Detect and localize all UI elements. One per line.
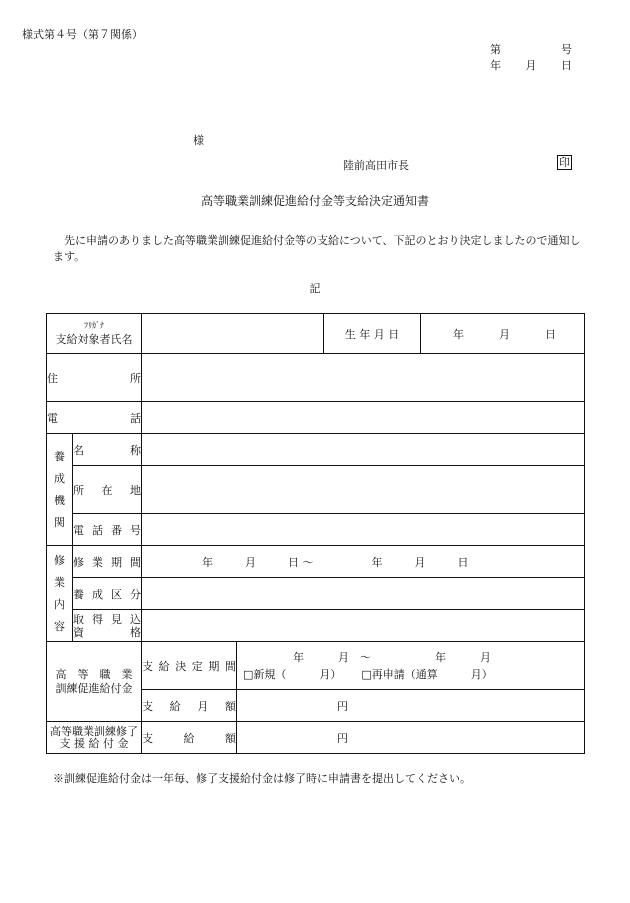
footer-note: ※訓練促進給付金は一年毎、修了支援給付金は修了時に申請書を提出してください。 xyxy=(53,772,471,785)
date-day: 日 xyxy=(561,59,572,72)
monthly-amount-label: 支 給 月 額 xyxy=(142,690,237,722)
table-row xyxy=(47,722,585,754)
monthly-amount-value: 円 xyxy=(237,690,585,722)
decision-period-value: 年 月 〜 年 月 □新規（ 月） □再申請（通算 月） xyxy=(237,642,585,690)
qualification-label: 取得見込 資 格 xyxy=(73,610,142,642)
inst-name-label: 名 称 xyxy=(73,434,142,466)
furigana-label: ﾌﾘｶﾞﾅ xyxy=(84,320,104,330)
body-text: 先に申請のありました高等職業訓練促進給付金等の支給について、下記のとおり決定しましたので通知します。 xyxy=(53,234,581,263)
table-row xyxy=(47,642,585,690)
table-row xyxy=(47,354,585,402)
training-type-value xyxy=(142,578,585,610)
inst-phone-value xyxy=(142,514,585,546)
table-row xyxy=(47,434,585,466)
issue-date xyxy=(490,57,572,73)
phone-label: 電 話 xyxy=(47,402,142,434)
table-row xyxy=(47,578,585,610)
issuer: 陸前高田市長 xyxy=(343,159,409,172)
table-row xyxy=(47,610,585,642)
completion-label: 高等職業訓練修了 支 援 給 付 金 xyxy=(47,722,142,754)
table-row xyxy=(47,466,585,514)
table-row xyxy=(47,402,585,434)
form-id: 様式第４号（第７関係） xyxy=(22,28,143,41)
reapply-checkbox[interactable]: □再申請（通算 月） xyxy=(361,667,493,681)
recipient-suffix: 様 xyxy=(193,134,204,147)
training-type-label: 養成区分 xyxy=(73,578,142,610)
ki-heading: 記 xyxy=(309,282,321,295)
birth-month: 月 xyxy=(499,327,510,341)
name-label-cell xyxy=(47,314,142,354)
inst-phone-label: 電話番号 xyxy=(73,514,142,546)
document-title: 高等職業訓練促進給付金等支給決定通知書 xyxy=(200,194,429,208)
address-value xyxy=(142,354,585,402)
inst-location-label: 所 在 地 xyxy=(73,466,142,514)
date-year: 年 xyxy=(490,59,501,72)
name-label: 支給対象者氏名 xyxy=(55,332,133,346)
benefit-label: 高 等 職 業 訓練促進給付金 xyxy=(47,642,142,722)
amount-label: 支 給 額 xyxy=(142,722,237,754)
table-row xyxy=(47,314,585,354)
decision-table xyxy=(46,313,585,754)
study-group-label: 修 業 内 容 xyxy=(47,546,73,642)
amount-value: 円 xyxy=(237,722,585,754)
qualification-value xyxy=(142,610,585,642)
birth-label: 生 年 月 日 xyxy=(324,314,421,354)
phone-value xyxy=(142,402,585,434)
table-row xyxy=(47,514,585,546)
inst-location-value xyxy=(142,466,585,514)
inst-name-value xyxy=(142,434,585,466)
number-prefix: 第 xyxy=(490,43,501,56)
birth-day: 日 xyxy=(545,327,556,341)
birth-year: 年 xyxy=(453,327,464,341)
name-value xyxy=(142,314,324,354)
seal-mark: 印 xyxy=(559,156,570,169)
study-period-label: 修業期間 xyxy=(73,546,142,578)
decision-period-label: 支給決定期間 xyxy=(142,642,237,690)
study-period-value: 年 月 日 〜 年 月 日 xyxy=(142,546,585,578)
table-row xyxy=(47,546,585,578)
date-month: 月 xyxy=(525,59,537,72)
birth-value xyxy=(421,314,585,354)
new-checkbox[interactable]: □新規（ 月） xyxy=(243,667,342,681)
number-suffix: 号 xyxy=(561,43,572,56)
document-number xyxy=(490,41,572,57)
institution-group-label: 養 成 機 関 xyxy=(47,434,73,546)
address-label: 住 所 xyxy=(47,354,142,402)
